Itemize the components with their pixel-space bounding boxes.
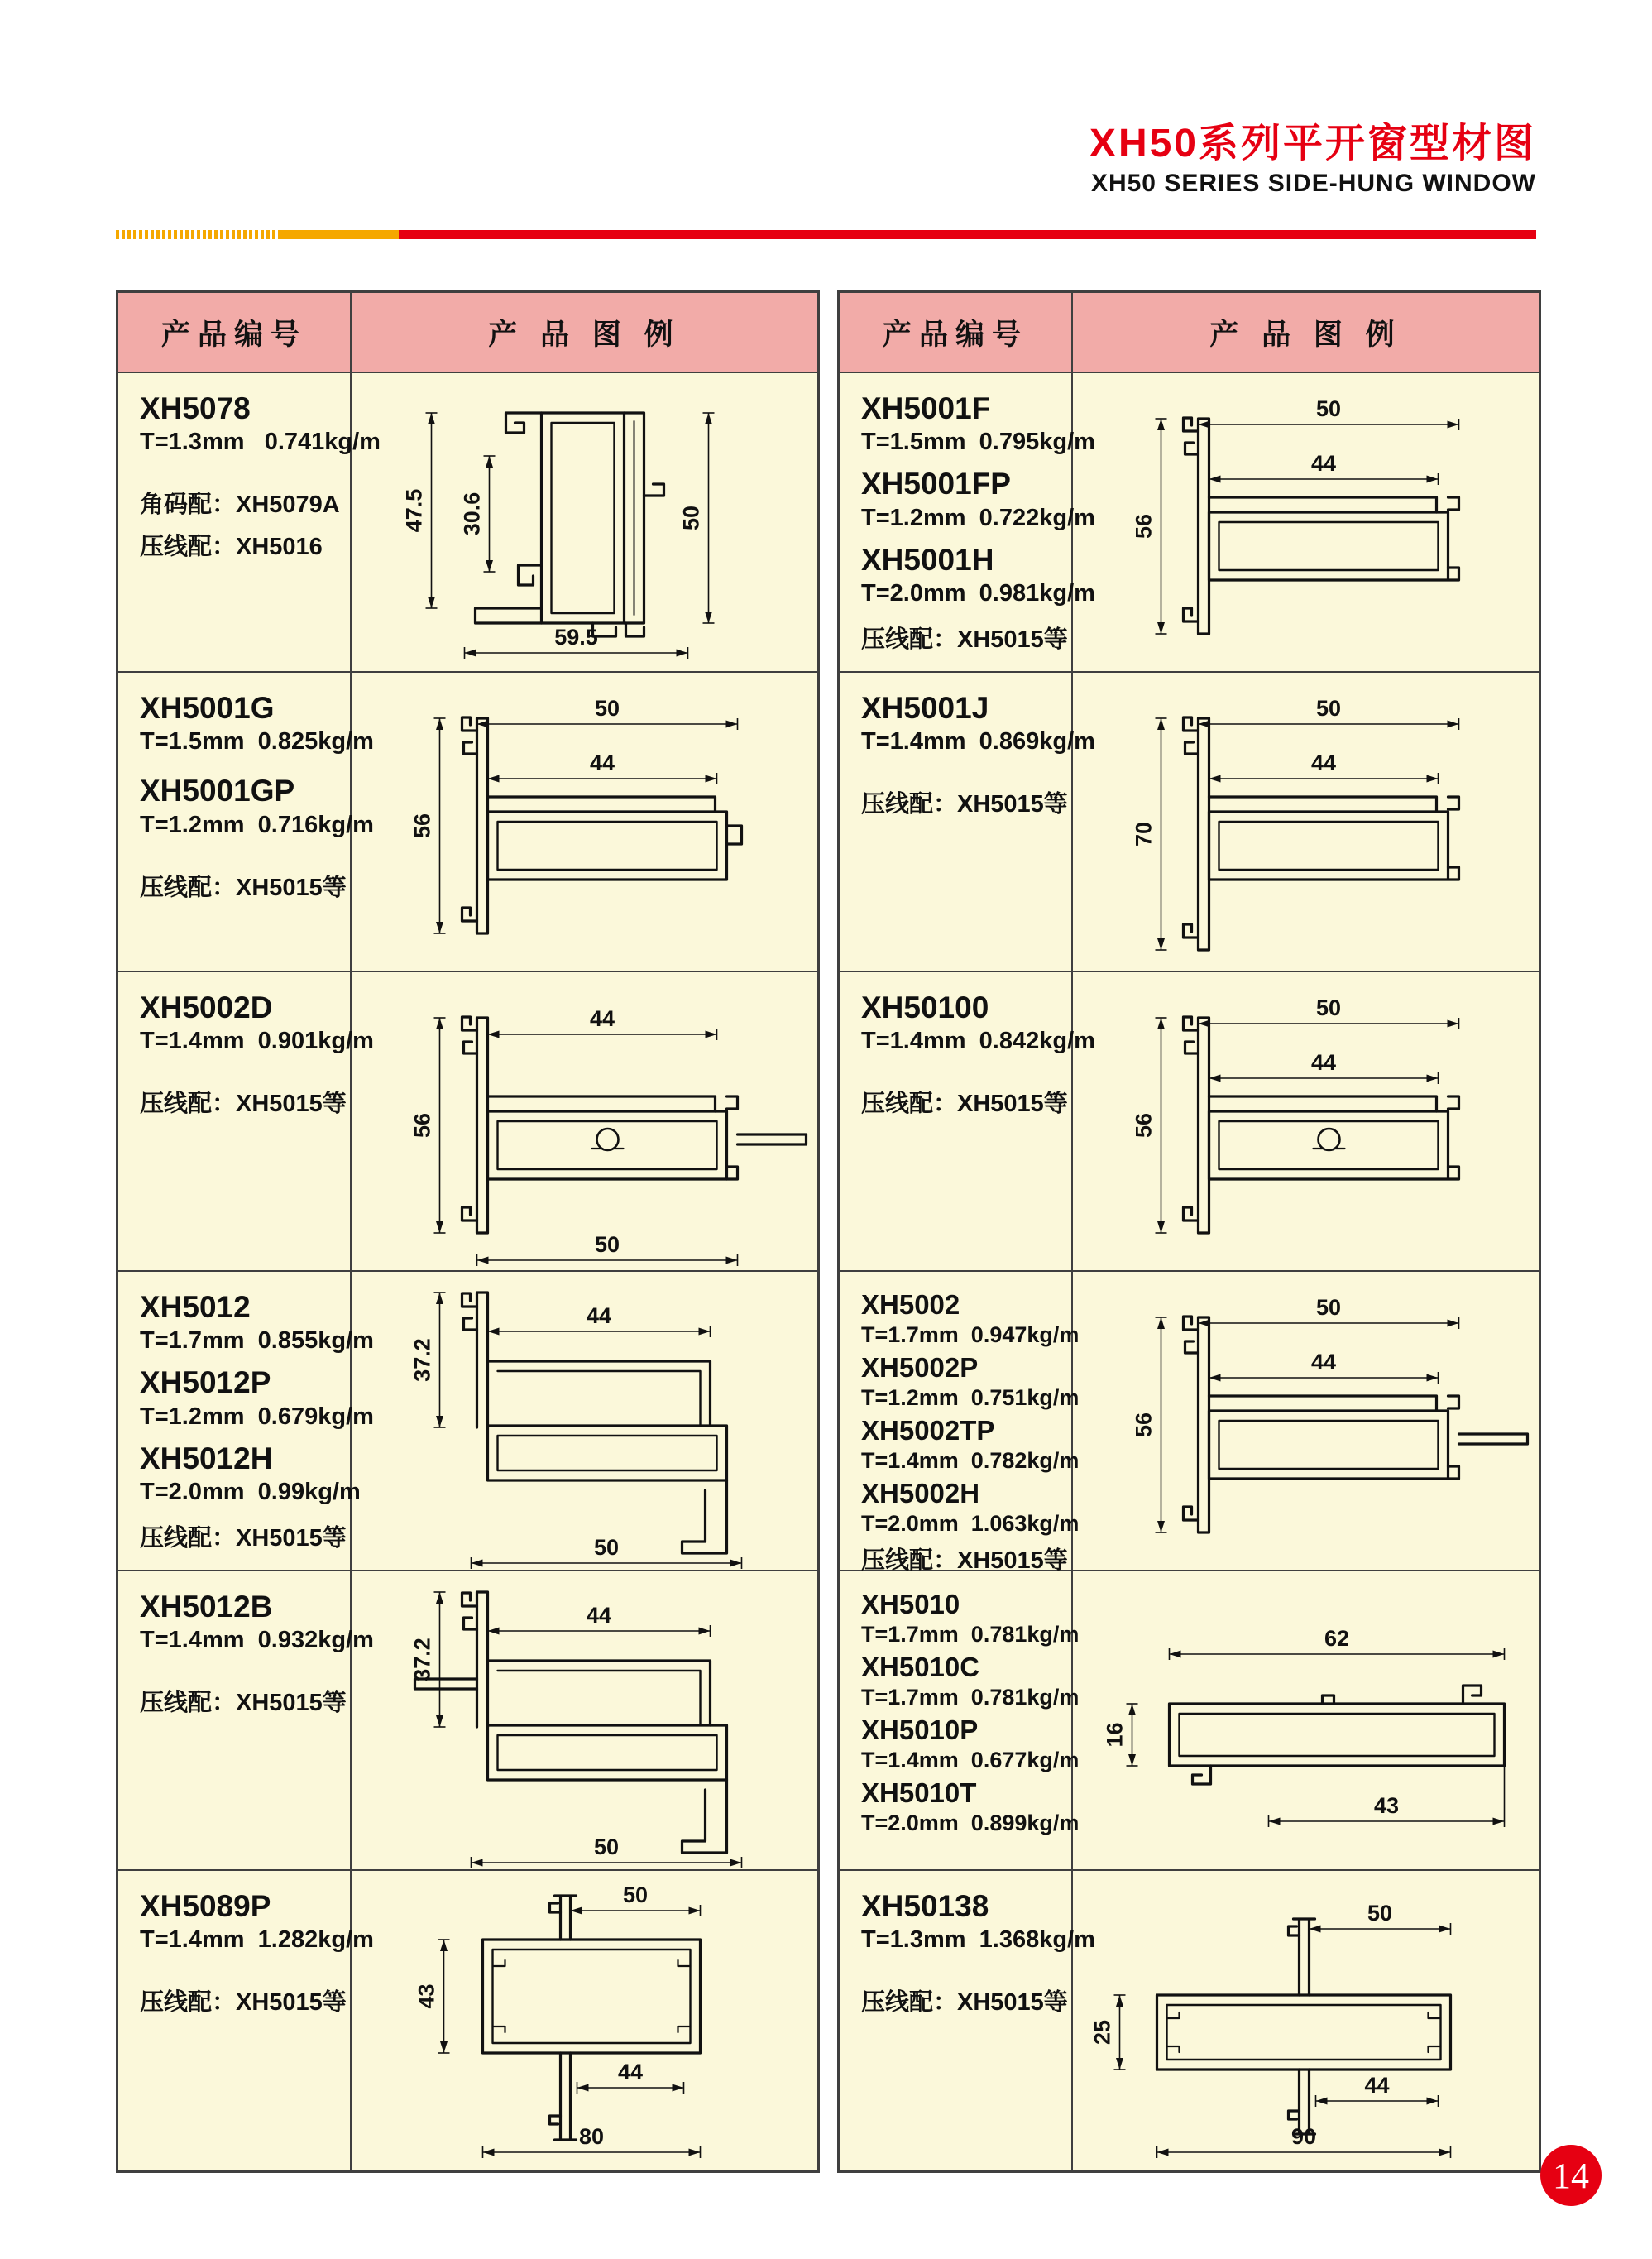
product-code: XH5010C (861, 1651, 980, 1682)
product-spec: T=1.3mm 0.741kg/m (140, 429, 381, 456)
svg-text:37.2: 37.2 (409, 1638, 435, 1681)
product-code: XH5010 (861, 1589, 960, 1619)
product-code: XH5012P (140, 1365, 271, 1400)
accessory-note: 压线配：XH5015等 (861, 626, 1068, 654)
accessory-note: 压线配：XH5016 (140, 534, 323, 561)
product-entry (861, 1889, 1095, 1954)
product-spec: T=1.7mm 0.781kg/m (861, 1621, 1080, 1647)
illustration-cell (1073, 1272, 1539, 1570)
illustration-cell (352, 1272, 817, 1570)
accessory-note: 压线配：XH5015等 (861, 1091, 1068, 1118)
table-body-left (118, 373, 817, 2170)
page-number: 14 (1553, 2155, 1589, 2196)
product-entry (861, 1289, 1080, 1348)
accessory-note: 压线配：XH5015等 (140, 1091, 347, 1118)
page-number-badge (1540, 2145, 1602, 2206)
table-row (118, 373, 817, 673)
product-code: XH5002H (861, 1477, 980, 1508)
product-spec: T=1.2mm 0.716kg/m (140, 811, 374, 838)
product-code: XH5010T (861, 1777, 977, 1808)
svg-text:56: 56 (1131, 513, 1156, 540)
svg-text:50: 50 (678, 505, 704, 531)
table-row (840, 1571, 1539, 1871)
product-entry (140, 1441, 361, 1506)
svg-text:62: 62 (1324, 1626, 1350, 1651)
product-info-cell (840, 1871, 1095, 2170)
product-info-cell (118, 673, 374, 971)
svg-text:44: 44 (1310, 451, 1337, 476)
product-entry (861, 467, 1095, 531)
product-spec: T=1.5mm 0.795kg/m (861, 429, 1095, 456)
product-code: XH5002P (861, 1351, 979, 1383)
product-code: XH50100 (861, 990, 989, 1024)
product-code: XH50138 (861, 1889, 989, 1923)
illustration-cell (1073, 1871, 1539, 2170)
page-title: XH50系列平开窗型材图 (1089, 122, 1536, 165)
svg-text:47.5: 47.5 (401, 488, 427, 533)
product-spec: T=2.0mm 1.063kg/m (861, 1510, 1080, 1536)
product-entry (140, 391, 381, 456)
svg-text:43: 43 (414, 1983, 439, 2009)
svg-text:44: 44 (586, 1303, 612, 1328)
table-header-illustration: 产 品 图 例 (488, 318, 681, 351)
product-code: XH5001GP (140, 774, 295, 808)
divider-bar-stripes (116, 230, 278, 239)
product-entry (861, 1351, 1080, 1411)
product-table-right (837, 290, 1541, 2173)
illustration-cell (352, 673, 817, 971)
product-spec: T=1.7mm 0.947kg/m (861, 1321, 1080, 1347)
product-spec: T=1.7mm 0.855kg/m (140, 1327, 374, 1355)
product-code: XH5089P (140, 1889, 271, 1923)
table-row (118, 673, 817, 972)
product-info-cell (840, 972, 1095, 1270)
profile-drawing (1074, 373, 1538, 671)
svg-text:44: 44 (589, 751, 615, 775)
product-spec: T=1.7mm 0.781kg/m (861, 1684, 1080, 1710)
table-header-illustration: 产 品 图 例 (1209, 318, 1402, 351)
svg-text:44: 44 (1364, 2073, 1390, 2098)
product-spec: T=1.5mm 0.825kg/m (140, 728, 374, 755)
table-header-code: 产品编号 (840, 293, 1073, 372)
illustration-cell (352, 1871, 817, 2170)
svg-text:56: 56 (409, 813, 435, 839)
product-info-cell (118, 373, 381, 671)
svg-text:50: 50 (1315, 1295, 1342, 1320)
product-entry (861, 1414, 1080, 1474)
table-header-code: 产品编号 (118, 293, 352, 372)
product-spec: T=1.4mm 0.869kg/m (861, 728, 1095, 755)
accessory-note: 压线配：XH5015等 (140, 1690, 347, 1717)
product-spec: T=1.4mm 0.677kg/m (861, 1747, 1080, 1772)
product-info-cell (840, 373, 1095, 671)
svg-text:50: 50 (1315, 396, 1342, 421)
product-code: XH5012 (140, 1290, 251, 1324)
svg-text:50: 50 (594, 1232, 620, 1257)
svg-text:44: 44 (586, 1603, 612, 1628)
illustration-cell (1073, 373, 1539, 671)
table-row (118, 1871, 817, 2170)
svg-text:43: 43 (1373, 1793, 1400, 1818)
product-code: XH5010P (861, 1714, 979, 1745)
divider-bar (116, 230, 1536, 239)
accessory-note: 压线配：XH5015等 (140, 1525, 347, 1552)
svg-text:56: 56 (1131, 1412, 1156, 1438)
page-header (1089, 122, 1536, 198)
product-info-cell (840, 673, 1095, 971)
product-code: XH5001H (861, 542, 994, 577)
product-spec: T=2.0mm 0.981kg/m (861, 580, 1095, 607)
product-entry (140, 1889, 374, 1954)
svg-text:25: 25 (1089, 2019, 1115, 2046)
profile-drawing (352, 1871, 816, 2169)
page-subtitle: XH50 SERIES SIDE-HUNG WINDOW (1090, 169, 1536, 197)
product-spec: T=1.2mm 0.679kg/m (140, 1403, 374, 1430)
product-spec: T=1.4mm 0.901kg/m (140, 1028, 374, 1055)
product-spec: T=1.2mm 0.722kg/m (861, 504, 1095, 531)
table-row (840, 1272, 1539, 1574)
svg-text:37.2: 37.2 (409, 1338, 435, 1382)
product-table-left (116, 290, 820, 2173)
svg-text:44: 44 (589, 1006, 615, 1031)
product-code: XH5012B (140, 1590, 273, 1624)
product-entry (861, 391, 1095, 456)
profile-drawing (1074, 1272, 1538, 1570)
svg-text:50: 50 (593, 1835, 620, 1859)
svg-text:50: 50 (593, 1535, 620, 1560)
profile-drawing (352, 373, 816, 671)
svg-text:50: 50 (1367, 1901, 1393, 1926)
svg-text:70: 70 (1131, 821, 1156, 847)
product-spec: T=1.4mm 1.282kg/m (140, 1926, 374, 1954)
product-code: XH5001J (861, 691, 989, 725)
divider-bar-yellow (278, 230, 399, 239)
illustration-cell (1073, 972, 1539, 1270)
product-code: XH5012H (140, 1441, 273, 1475)
product-spec: T=1.4mm 0.842kg/m (861, 1028, 1095, 1055)
product-spec: T=1.2mm 0.751kg/m (861, 1384, 1080, 1410)
svg-text:16: 16 (1102, 1722, 1128, 1748)
table-row (840, 1871, 1539, 2170)
product-spec: T=2.0mm 0.99kg/m (140, 1479, 361, 1506)
product-code: XH5002 (861, 1289, 960, 1320)
svg-text:44: 44 (617, 2060, 644, 2084)
product-info-cell (118, 972, 374, 1270)
product-entry (861, 1777, 1080, 1836)
product-entry (140, 691, 374, 755)
svg-text:44: 44 (1310, 1050, 1337, 1075)
product-entry (140, 774, 374, 838)
accessory-note: 压线配：XH5015等 (861, 1989, 1068, 2017)
illustration-cell (352, 1571, 817, 1869)
product-info-cell (840, 1571, 1080, 1869)
accessory-note: 压线配：XH5015等 (140, 874, 347, 901)
product-code: XH5001FP (861, 467, 1011, 501)
product-code: XH5001F (861, 391, 991, 425)
product-code: XH5001G (140, 691, 275, 725)
profile-drawing (352, 1272, 816, 1570)
product-code: XH5002D (140, 990, 273, 1024)
svg-text:44: 44 (1310, 1350, 1337, 1374)
svg-text:44: 44 (1310, 751, 1337, 775)
product-spec: T=1.4mm 0.932kg/m (140, 1627, 374, 1654)
product-entry (861, 691, 1095, 755)
accessory-note: 压线配：XH5015等 (140, 1989, 347, 2017)
product-entry (861, 990, 1095, 1055)
profile-drawing (352, 1571, 816, 1869)
table-row (118, 972, 817, 1272)
svg-text:50: 50 (1315, 995, 1342, 1020)
product-entry (140, 1290, 374, 1355)
table-row (118, 1272, 817, 1571)
svg-text:50: 50 (594, 696, 620, 721)
svg-text:90: 90 (1290, 2124, 1317, 2149)
product-entry (140, 1590, 374, 1654)
svg-text:50: 50 (1315, 696, 1342, 721)
product-spec: T=2.0mm 0.899kg/m (861, 1810, 1080, 1835)
product-info-cell (118, 1871, 374, 2170)
profile-drawing (352, 673, 816, 971)
product-code: XH5002TP (861, 1414, 995, 1446)
table-row (840, 373, 1539, 673)
svg-text:56: 56 (1131, 1112, 1156, 1139)
product-info-cell (118, 1272, 374, 1570)
accessory-note: 角码配：XH5079A (140, 492, 340, 519)
profile-drawing (1074, 972, 1538, 1270)
product-entry (861, 1651, 1080, 1710)
product-info-cell (840, 1272, 1080, 1574)
product-info-cell (118, 1571, 374, 1869)
table-row (840, 673, 1539, 972)
illustration-cell (352, 373, 817, 671)
product-spec: T=1.4mm 0.782kg/m (861, 1447, 1080, 1473)
profile-drawing (1074, 1871, 1538, 2169)
profile-drawing (1074, 673, 1538, 971)
illustration-cell (1073, 1571, 1539, 1869)
accessory-note: 压线配：XH5015等 (861, 1547, 1068, 1574)
svg-text:30.6: 30.6 (459, 492, 485, 536)
product-entry (861, 1477, 1080, 1537)
table-body-right (840, 373, 1539, 2170)
table-header (118, 293, 817, 373)
product-entry (140, 1365, 374, 1430)
profile-drawing (1074, 1571, 1538, 1869)
product-entry (861, 1714, 1080, 1773)
product-entry (140, 990, 374, 1055)
table-row (840, 972, 1539, 1272)
svg-text:50: 50 (622, 1882, 649, 1907)
product-entry (861, 542, 1095, 607)
illustration-cell (352, 972, 817, 1270)
table-header (840, 293, 1539, 373)
table-row (118, 1571, 817, 1871)
product-code: XH5078 (140, 391, 251, 425)
accessory-note: 压线配：XH5015等 (861, 791, 1068, 818)
product-spec: T=1.3mm 1.368kg/m (861, 1926, 1095, 1954)
illustration-cell (1073, 673, 1539, 971)
profile-drawing (352, 972, 816, 1270)
svg-text:80: 80 (578, 2124, 605, 2149)
product-entry (861, 1589, 1080, 1647)
svg-text:56: 56 (409, 1112, 435, 1139)
svg-text:59.5: 59.5 (554, 625, 598, 650)
divider-bar-red (399, 230, 1536, 239)
